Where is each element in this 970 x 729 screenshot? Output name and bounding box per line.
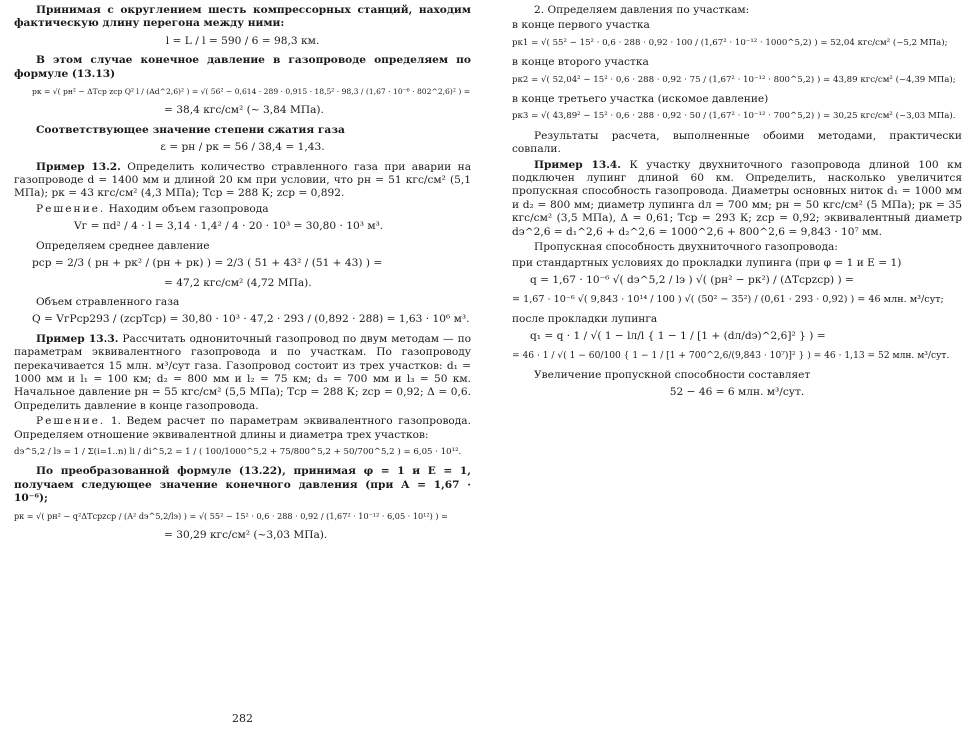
paragraph: По преобразованной формуле (13.22), принимая φ = 1 и E = 1, получаем следующее значение конечного давления (при A = 1,67 · 10⁻⁶); xyxy=(14,465,471,505)
formula: ε = pн / pк = 56 / 38,4 = 1,43. xyxy=(160,141,325,154)
paragraph: Пропускная способность двухниточного газопровода: xyxy=(534,241,838,254)
formula: q = 1,67 · 10⁻⁶ √( dэ^5,2 / lэ ) √( (pн² − pк²) / (ΔTсрzср) ) = xyxy=(530,273,854,286)
example-title: Пример 13.3. xyxy=(36,332,119,345)
formula-result: = 30,29 кгс/см² (~3,03 МПа). xyxy=(164,529,328,541)
formula-result: = 1,67 · 10⁻⁶ √( 9,843 · 10¹⁴ / 100 ) √( (50² − 35²) / (0,61 · 293 · 0,92) ) = 46 млн. м³/сут; xyxy=(512,294,944,306)
solution-label: Решение. xyxy=(36,202,106,215)
solution-paragraph xyxy=(14,415,471,442)
paragraph: Объем стравленного газа xyxy=(36,295,180,308)
paragraph: 2. Определяем давления по участкам: xyxy=(534,4,750,16)
section-label: в конце первого участка xyxy=(512,19,650,32)
section-label: после прокладки лупинга xyxy=(512,312,658,325)
paragraph: Результаты расчета, выполненные обоими методами, практически совпали. xyxy=(512,129,962,156)
formula: q₁ = q · 1 / √( 1 − lл/l { 1 − 1 / [1 + (dл/dэ)^2,6]² } ) = xyxy=(530,330,826,343)
paragraph: Определяем среднее давление xyxy=(36,239,210,252)
formula: Vг = πd² / 4 · l = 3,14 · 1,4² / 4 · 20 · 10³ = 30,80 · 10³ м³. xyxy=(74,220,384,233)
formula: pк1 = √( 55² − 15² · 0,6 · 288 · 0,92 · 100 / (1,67² · 10⁻¹² · 1000^5,2) ) = 52,04 кгс/см² (~5,2 МПа); xyxy=(512,37,948,48)
solution-text: 1. Ведем расчет по параметрам эквивалентного газопровода. Определяем отношение эквивалентной длины и диаметра трех участков: xyxy=(14,415,471,441)
formula: pср = 2/3 ( pн + pк² / (pн + pк) ) = 2/3 ( 51 + 43² / (51 + 43) ) = xyxy=(32,257,383,270)
example-paragraph xyxy=(14,333,471,413)
solution-label: Решение. xyxy=(36,415,106,428)
example-text: Определить количество стравленного газа при аварии на газопроводе d = 1400 мм и длиной 20 км при условии, что pн = 51 кгс/см² (5,1 МПа); pк = 43 кгс/см² (4,3 МПа); Tср = 288 К; zср = 0,892. xyxy=(14,160,472,200)
paragraph: В этом случае конечное давление в газопроводе определяем по формуле (13.13) xyxy=(14,54,471,80)
formula: pк = √( pн² − ΔTсp zсp Q² l / (Ad^2,6)² ) = √( 56² − 0,614 · 289 · 0,915 · 18,5² · 98,3 / (1,67 · 10⁻⁶ · 802^2,6)² ) = xyxy=(32,87,471,97)
solution-paragraph xyxy=(14,203,471,216)
formula: l = L / l = 590 / 6 = 98,3 км. xyxy=(165,34,320,47)
formula-result: = 38,4 кгс/см² (~ 3,84 МПа). xyxy=(164,104,324,117)
section-label: в конце третьего участка (искомое давление) xyxy=(512,93,769,106)
formula-result: 52 − 46 = 6 млн. м³/сут. xyxy=(669,386,805,399)
example-text: К участку двухниточного газопровода длиной 100 км подключен лупинг длиной 60 км. Определить, насколько увеличится пропускная способность газопровода. Диаметры основных ниток d₁ = 1000 мм и d₂ = 800 мм; диаметр лупинга dл = 700 мм; pн = 50 кгс/см² (5 МПа); pк = 35 кгс/см² (3,5 МПа), Δ = 0,61; Tср = 293 К; zср = 0,92; эквивалентный диаметр dэ^2,6 = d₁^2,6 + d₂^2,6 = 1000^2,6 + 800^2,6 = 9,843 · 10⁷ мм. xyxy=(512,158,962,238)
section-label: в конце второго участка xyxy=(512,56,649,69)
example-text: Рассчитать однониточный газопровод по двум методам — по параметрам эквивалентного газопровода и по участкам. По газопроводу перекачивается 15 млн. м³/сут газа. Газопровод состоит из трех участков: d₁ = 1000 мм и l₁ = 100 км; d₂ = 800 мм и l₂ = 75 км; d₃ = 700 мм и l₃ = 50 км. Начальное давление pн = 55 кгс/см² (5,5 МПа); Tср = 288 К; zср = 0,92; Δ = 0,6. Определить давление в конце газопровода. xyxy=(14,332,472,412)
formula-result: = 46 · 1 / √( 1 − 60/100 { 1 − 1 / [1 + 700^2,6/(9,843 · 10⁷)]² } ) = 46 · 1,13 = 52 млн. м³/сут. xyxy=(512,350,950,361)
formula: pк3 = √( 43,89² − 15² · 0,6 · 288 · 0,92 · 50 / (1,67² · 10⁻¹² · 700^5,2) ) = 30,25 кгс/см² (~3,03 МПа). xyxy=(512,111,956,122)
example-title: Пример 13.2. xyxy=(36,160,121,173)
example-paragraph xyxy=(512,159,962,239)
example-paragraph xyxy=(14,161,471,201)
left-page xyxy=(14,4,471,548)
paragraph: Увеличение пропускной способности составляет xyxy=(534,368,811,381)
formula: pк2 = √( 52,04² − 15² · 0,6 · 288 · 0,92 · 75 / (1,67² · 10⁻¹² · 800^5,2) ) = 43,89 кгс/см² (~4,39 МПа); xyxy=(512,74,956,85)
paragraph: при стандартных условиях до прокладки лупинга (при φ = 1 и E = 1) xyxy=(512,256,902,269)
page-number: 282 xyxy=(232,712,253,725)
solution-text: Находим объем газопровода xyxy=(108,202,269,215)
formula-result: = 47,2 кгс/см² (4,72 МПа). xyxy=(164,276,312,289)
paragraph: Соответствующее значение степени сжатия газа xyxy=(36,123,345,136)
paragraph: Принимая с округлением шесть компрессорных станций, находим фактическую длину перегона между ними: xyxy=(14,4,471,30)
formula: pк = √( pн² − q²ΔTсрzср / (A² dэ^5,2/lэ) ) = √( 55² − 15² · 0,6 · 288 · 0,92 / (1,67² · 10⁻¹² · 6,05 · 10¹²) ) = xyxy=(14,510,448,521)
right-page xyxy=(512,4,962,406)
example-title: Пример 13.4. xyxy=(534,158,621,171)
formula: Q = VгPср293 / (zсрTср) = 30,80 · 10³ · 47,2 · 293 / (0,892 · 288) = 1,63 · 10⁶ м³. xyxy=(32,313,470,326)
formula: dэ^5,2 / lэ = 1 / Σ(i=1..n) li / di^5,2 = 1 / ( 100/1000^5,2 + 75/800^5,2 + 50/700^5,2 ) = 6,05 · 10¹². xyxy=(14,446,462,457)
